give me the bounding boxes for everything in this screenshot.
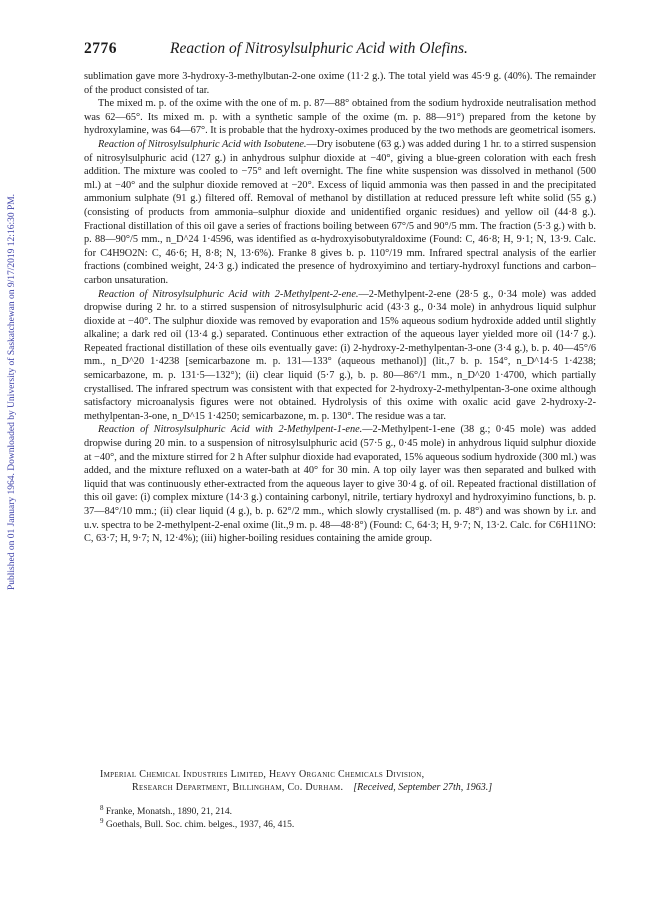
paragraph-3-body: —Dry isobutene (63 g.) was added during 1 hr. to a stirred suspension of nitrosylsulphuric acid (127 g.) in anhydrous sulphur dioxide at −40°, giving a blue-green coloration with each fresh addition. The mixture was cooled to −75° and left overnight. The fine white suspension was dissolved in methanol (500 ml.) at −40° and the sulphur dioxide removed at −20°. Excess of liquid ammonia was then passed in and the precipitated ammonium sulphate (91 g.) filtered off. Removal of methanol by distillation at reduced pressure left white solid (55 g.) (consisting of products from ammonia–sulphur dioxide and unidentified organic residues) and yellow oil (44·8 g.). Fractional distillation of this oil gave a series of fractions boiling between 67°/5 and 90°/5 mm. The fraction (5·3 g.) with b. p. 88—90°/5 mm., n_D^24 1·4596, was identified as α-hydroxyisobutyraldoxime (Found: C, 46·8; H, 9·1; N, 13·9. Calc. for C4H9O2N: C, 46·6; H, 8·8; N, 13·6%). Franke 8 gives b. p. 110°/19 mm. Infrared spectral analysis of the earlier fractions (combined weight, 24·3 g.) indicated the presence of hydroxyimino and tertiary-hydroxyl functions and carbon–carbon unsaturation.	[84, 138, 596, 286]
article-body	[84, 70, 596, 546]
affiliation-line-2	[100, 781, 600, 794]
reference-text: Franke, Monatsh., 1890, 21, 214.	[105, 807, 233, 817]
section-heading-isobutene: Reaction of Nitrosylsulphuric Acid with Isobutene.	[98, 138, 307, 150]
reference-number: 9	[100, 816, 104, 825]
reference-item	[100, 816, 580, 832]
download-watermark: Published on 01 January 1964. Downloaded by University of Saskatchewan on 9/17/2019 12:16:30 PM.	[7, 193, 17, 590]
reference-number: 8	[100, 803, 104, 812]
paragraph-4	[84, 288, 596, 424]
reference-text: Goethals, Bull. Soc. chim. belges., 1937, 46, 415.	[105, 820, 295, 830]
paragraph-1: sublimation gave more 3-hydroxy-3-methylbutan-2-one oxime (11·2 g.). The total yield was 45·9 g. (40%). The remainder of the product consisted of tar.	[84, 71, 596, 96]
references-list	[100, 803, 580, 832]
page-number: 2776	[84, 40, 117, 57]
affiliation-block	[100, 768, 600, 794]
paragraph-5	[84, 423, 596, 545]
affiliation-department: Research Department, Billingham, Co. Durham.	[132, 782, 344, 793]
received-date: [Received, September 27th, 1963.]	[353, 782, 493, 793]
page-header	[84, 40, 596, 62]
paragraph-3	[84, 138, 596, 288]
paragraph-5-body: —2-Methylpent-1-ene (38 g.; 0·45 mole) was added dropwise during 20 min. to a suspension of nitrosylsulphuric acid (57·5 g., 0·45 mole) in anhydrous liquid sulphur dioxide at −40°, and the mixture stirred for 2 h After sulphur dioxide had evaporated, 15% aqueous sodium hydroxide (300 ml.) was added, and the mixture refluxed on a water-bath at 40° for 30 min. A top oily layer was then separated and bulked with liquid that was continuously ether-extracted from the aqueous layer to give 30·4 g. of oil. Repeated fractional distillation of this oil gave: (i) complex mixture (14·3 g.) containing carbonyl, nitrile, tertiary hydroxyl and hydroxyimino functions, b. p. 37—84°/10 mm.; (ii) clear liquid (4 g.), b. p. 62°/2 mm., which slowly crystallised (m. p. 48°) and was shown by i.r. and u.v. spectra to be 2-methylpent-2-enal oxime (lit.,9 m. p. 48—48·8°) (Found: C, 64·3; H, 9·7; N, 13·2. Calc. for C6H11NO: C, 63·7; H, 9·7; N, 12·4%); (iii) higher-boiling residues containing the amide group.	[84, 424, 596, 545]
section-heading-methylpent-1-ene: Reaction of Nitrosylsulphuric Acid with 2-Methylpent-1-ene.	[98, 424, 363, 436]
reference-item	[100, 803, 580, 819]
section-heading-methylpent-2-ene: Reaction of Nitrosylsulphuric Acid with 2-Methylpent-2-ene.	[98, 288, 359, 300]
running-title: Reaction of Nitrosylsulphuric Acid with Olefins.	[170, 40, 468, 57]
paragraph-4-body: —2-Methylpent-2-ene (28·5 g., 0·34 mole) was added dropwise during 2 hr. to a stirred suspension of nitrosylsulphuric acid (43·3 g., 0·34 mole) in anhydrous liquid sulphur dioxide at −40°. The sulphur dioxide was removed by evaporation and 15% aqueous sodium hydroxide added until slightly alkaline; a dark red oil (13·4 g.) separated. Continuous ether extraction of the aqueous layer yielded more oil (14·7 g.). Repeated fractional distillation of these oils eventually gave: (i) 2-hydroxy-2-methylpentan-3-one (3·4 g.), b. p. 40—45°/6 mm., n_D^20 1·4238 [semicarbazone m. p. 131—133° (aqueous methanol)] (lit.,7 b. p. 154°, n_D^14·5 1·4238; semicarbazone, m. p. 131·5—132°); (ii) clear liquid (5·7 g.), b. p. 80—86°/1 mm., n_D^20 1·4700, which partially crystallised. The infrared spectrum was consistent with that expected for 2-hydroxy-2-methylpentan-3-one oxime although satisfactory microanalysis figures were not obtained. Hydrolysis of this oxime with oxalic acid gave 2-hydroxy-2-methylpentan-3-one, n_D^15 1·4250; semicarbazone, m. p. 130°. The residue was a tar.	[84, 288, 596, 422]
affiliation-line-1: Imperial Chemical Industries Limited, Heavy Organic Chemicals Division,	[100, 769, 425, 780]
paragraph-2: The mixed m. p. of the oxime with the one of m. p. 87—88° obtained from the sodium hydroxide neutralisation method was 62—65°. Its mixed m. p. with a synthetic sample of the oxime (m. p. 88—91°) prepared from the ketone by hydroxylamine, was 64—67°. It is probable that the hydroxy-oximes produced by the two methods are geometrical isomers.	[84, 98, 596, 137]
